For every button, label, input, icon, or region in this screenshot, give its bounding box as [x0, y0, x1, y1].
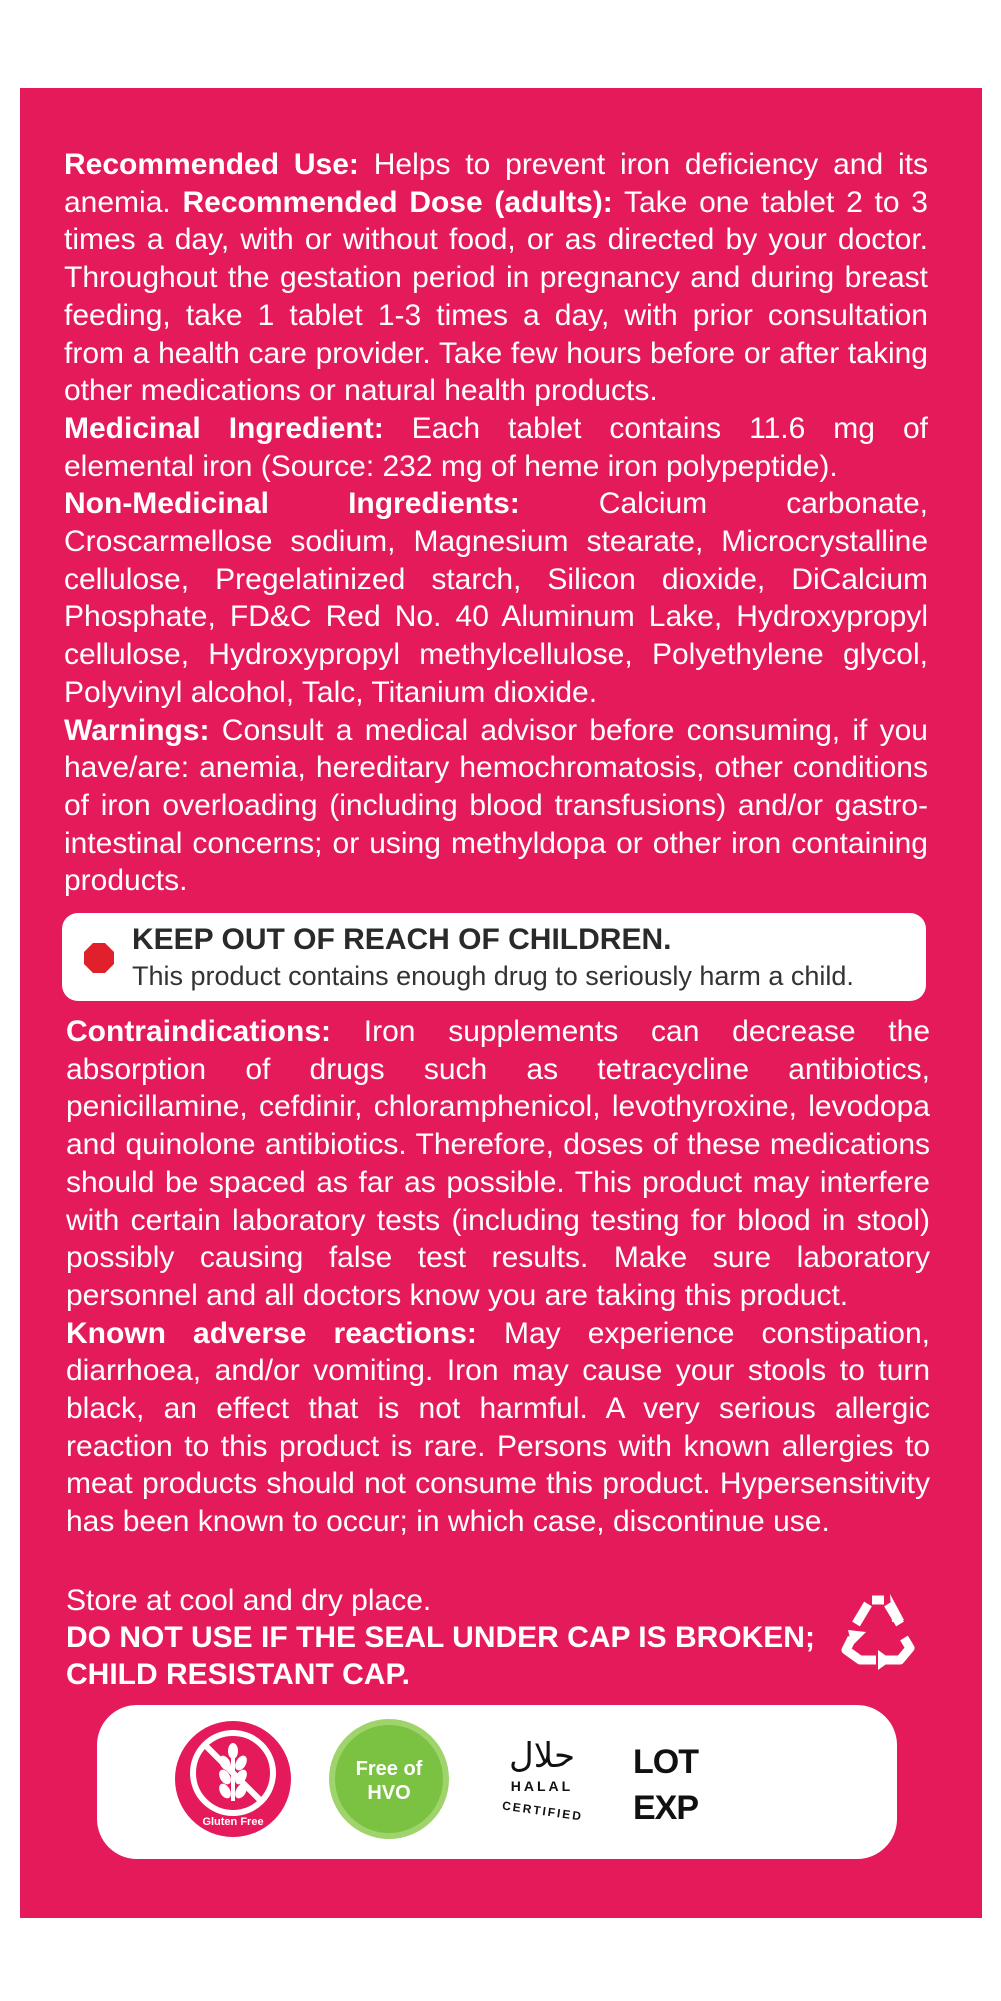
halal-arabic-text: حلال: [508, 1736, 576, 1776]
recommended-dose-label: Recommended Dose (adults):: [182, 185, 613, 219]
non-medicinal-label: Non-Medicinal Ingredients:: [64, 487, 520, 521]
lot-label: LOT: [633, 1743, 698, 1781]
stop-octagon-icon: [84, 943, 114, 973]
seal-warning-line-2: CHILD RESISTANT CAP.: [66, 1658, 410, 1691]
non-medicinal-text: Calcium carbonate, Croscarmellose sodium, Magnesium stearate, Microcrystalline cellulose, Pregelatinized starch, Silicon dioxide, DiCalcium Phosphate, FD&C Red No. 40 Aluminum Lake, Hydroxypropyl cellulose, Hydroxypropyl methylcellulose, Polyethylene glycol, Polyvinyl alcohol, Talc, Titanium dioxide.: [64, 487, 928, 709]
recommended-use-label: Recommended Use:: [64, 148, 359, 181]
recycle-icon: [838, 1594, 918, 1670]
medicinal-label: Medicinal Ingredient:: [64, 411, 384, 445]
contraindications-text: Iron supplements can decrease the absorption of drugs such as tetracycline antibiotics, penicillamine, cefdinir, chloramphenicol, levothyroxine, levodopa and quinolone antibiotics. Therefore, doses of these medications should be spaced as far as possible. This product may interfere with certain laboratory tests (including testing for blood in stool) possibly causing false test results. Make sure laboratory personnel and all doctors know you are taking this product.: [66, 1015, 930, 1312]
hvo-line-2: HVO: [367, 1782, 411, 1804]
hvo-line-1: Free of: [355, 1758, 423, 1780]
contraindications-paragraph: [66, 1013, 930, 1315]
gluten-free-label: Gluten Free: [202, 1816, 264, 1828]
medicinal-paragraph: [64, 410, 928, 485]
medicinal-text: Each tablet contains 11.6 mg of elemental iron (Source: 232 mg of heme iron polypeptide).: [64, 411, 928, 483]
warnings-paragraph: [64, 712, 928, 901]
lot-exp-area: [633, 1739, 698, 1831]
free-of-hvo-badge-icon: [327, 1717, 451, 1841]
warnings-label: Warnings:: [64, 713, 210, 747]
keep-out-warning-box: [62, 913, 926, 1001]
halal-text: HALAL: [510, 1778, 574, 1794]
label-text-top: [64, 146, 928, 900]
gluten-free-badge-icon: [171, 1717, 295, 1841]
keep-out-subtitle: This product contains enough drug to seriously harm a child.: [132, 961, 854, 991]
certification-logo-bar: [97, 1705, 897, 1859]
non-medicinal-paragraph: [64, 485, 928, 711]
keep-out-title: KEEP OUT OF REACH OF CHILDREN.: [132, 923, 672, 956]
adverse-paragraph: [66, 1315, 930, 1541]
storage-and-seal: [66, 1582, 815, 1693]
label-text-bottom: [66, 1013, 930, 1541]
recommended-use-text: Helps to prevent iron deficiency and its anemia.: [64, 148, 929, 219]
warnings-text: Consult a medical advisor before consuming, if you have/are: anemia, hereditary hemochromatosis, other conditions of iron overloading (including blood transfusions) and/or gastro-intestinal concerns; or using methyldopa or other iron containing products.: [64, 713, 928, 898]
adverse-text: May experience constipation, diarrhoea, and/or vomiting. Iron may cause your stools to turn black, an effect that is not harmful. A very serious allergic reaction to this product is rare. Persons with known allergies to meat products should not consume this product. Hypersensitivity has been known to occur; in which case, discontinue use.: [66, 1316, 931, 1539]
exp-label: EXP: [633, 1789, 699, 1827]
storage-text: Store at cool and dry place.: [66, 1584, 432, 1617]
certified-text: CERTIFIED: [501, 1798, 584, 1824]
contraindications-label: Contraindications:: [66, 1015, 332, 1048]
recommended-dose-text: Take one tablet 2 to 3 times a day, with or without food, or as directed by your doctor. Throughout the gestation period in pregnancy and during breast feeding, take 1 tablet 1-3 times a day, with prior consultation from a health care provider. Take few hours before or after taking other medications or natural health products.: [64, 185, 928, 408]
halal-certified-badge-icon: [487, 1725, 597, 1835]
usage-paragraph: [64, 146, 928, 410]
seal-warning-line-1: DO NOT USE IF THE SEAL UNDER CAP IS BROKEN;: [66, 1621, 815, 1654]
adverse-label: Known adverse reactions:: [66, 1316, 477, 1350]
